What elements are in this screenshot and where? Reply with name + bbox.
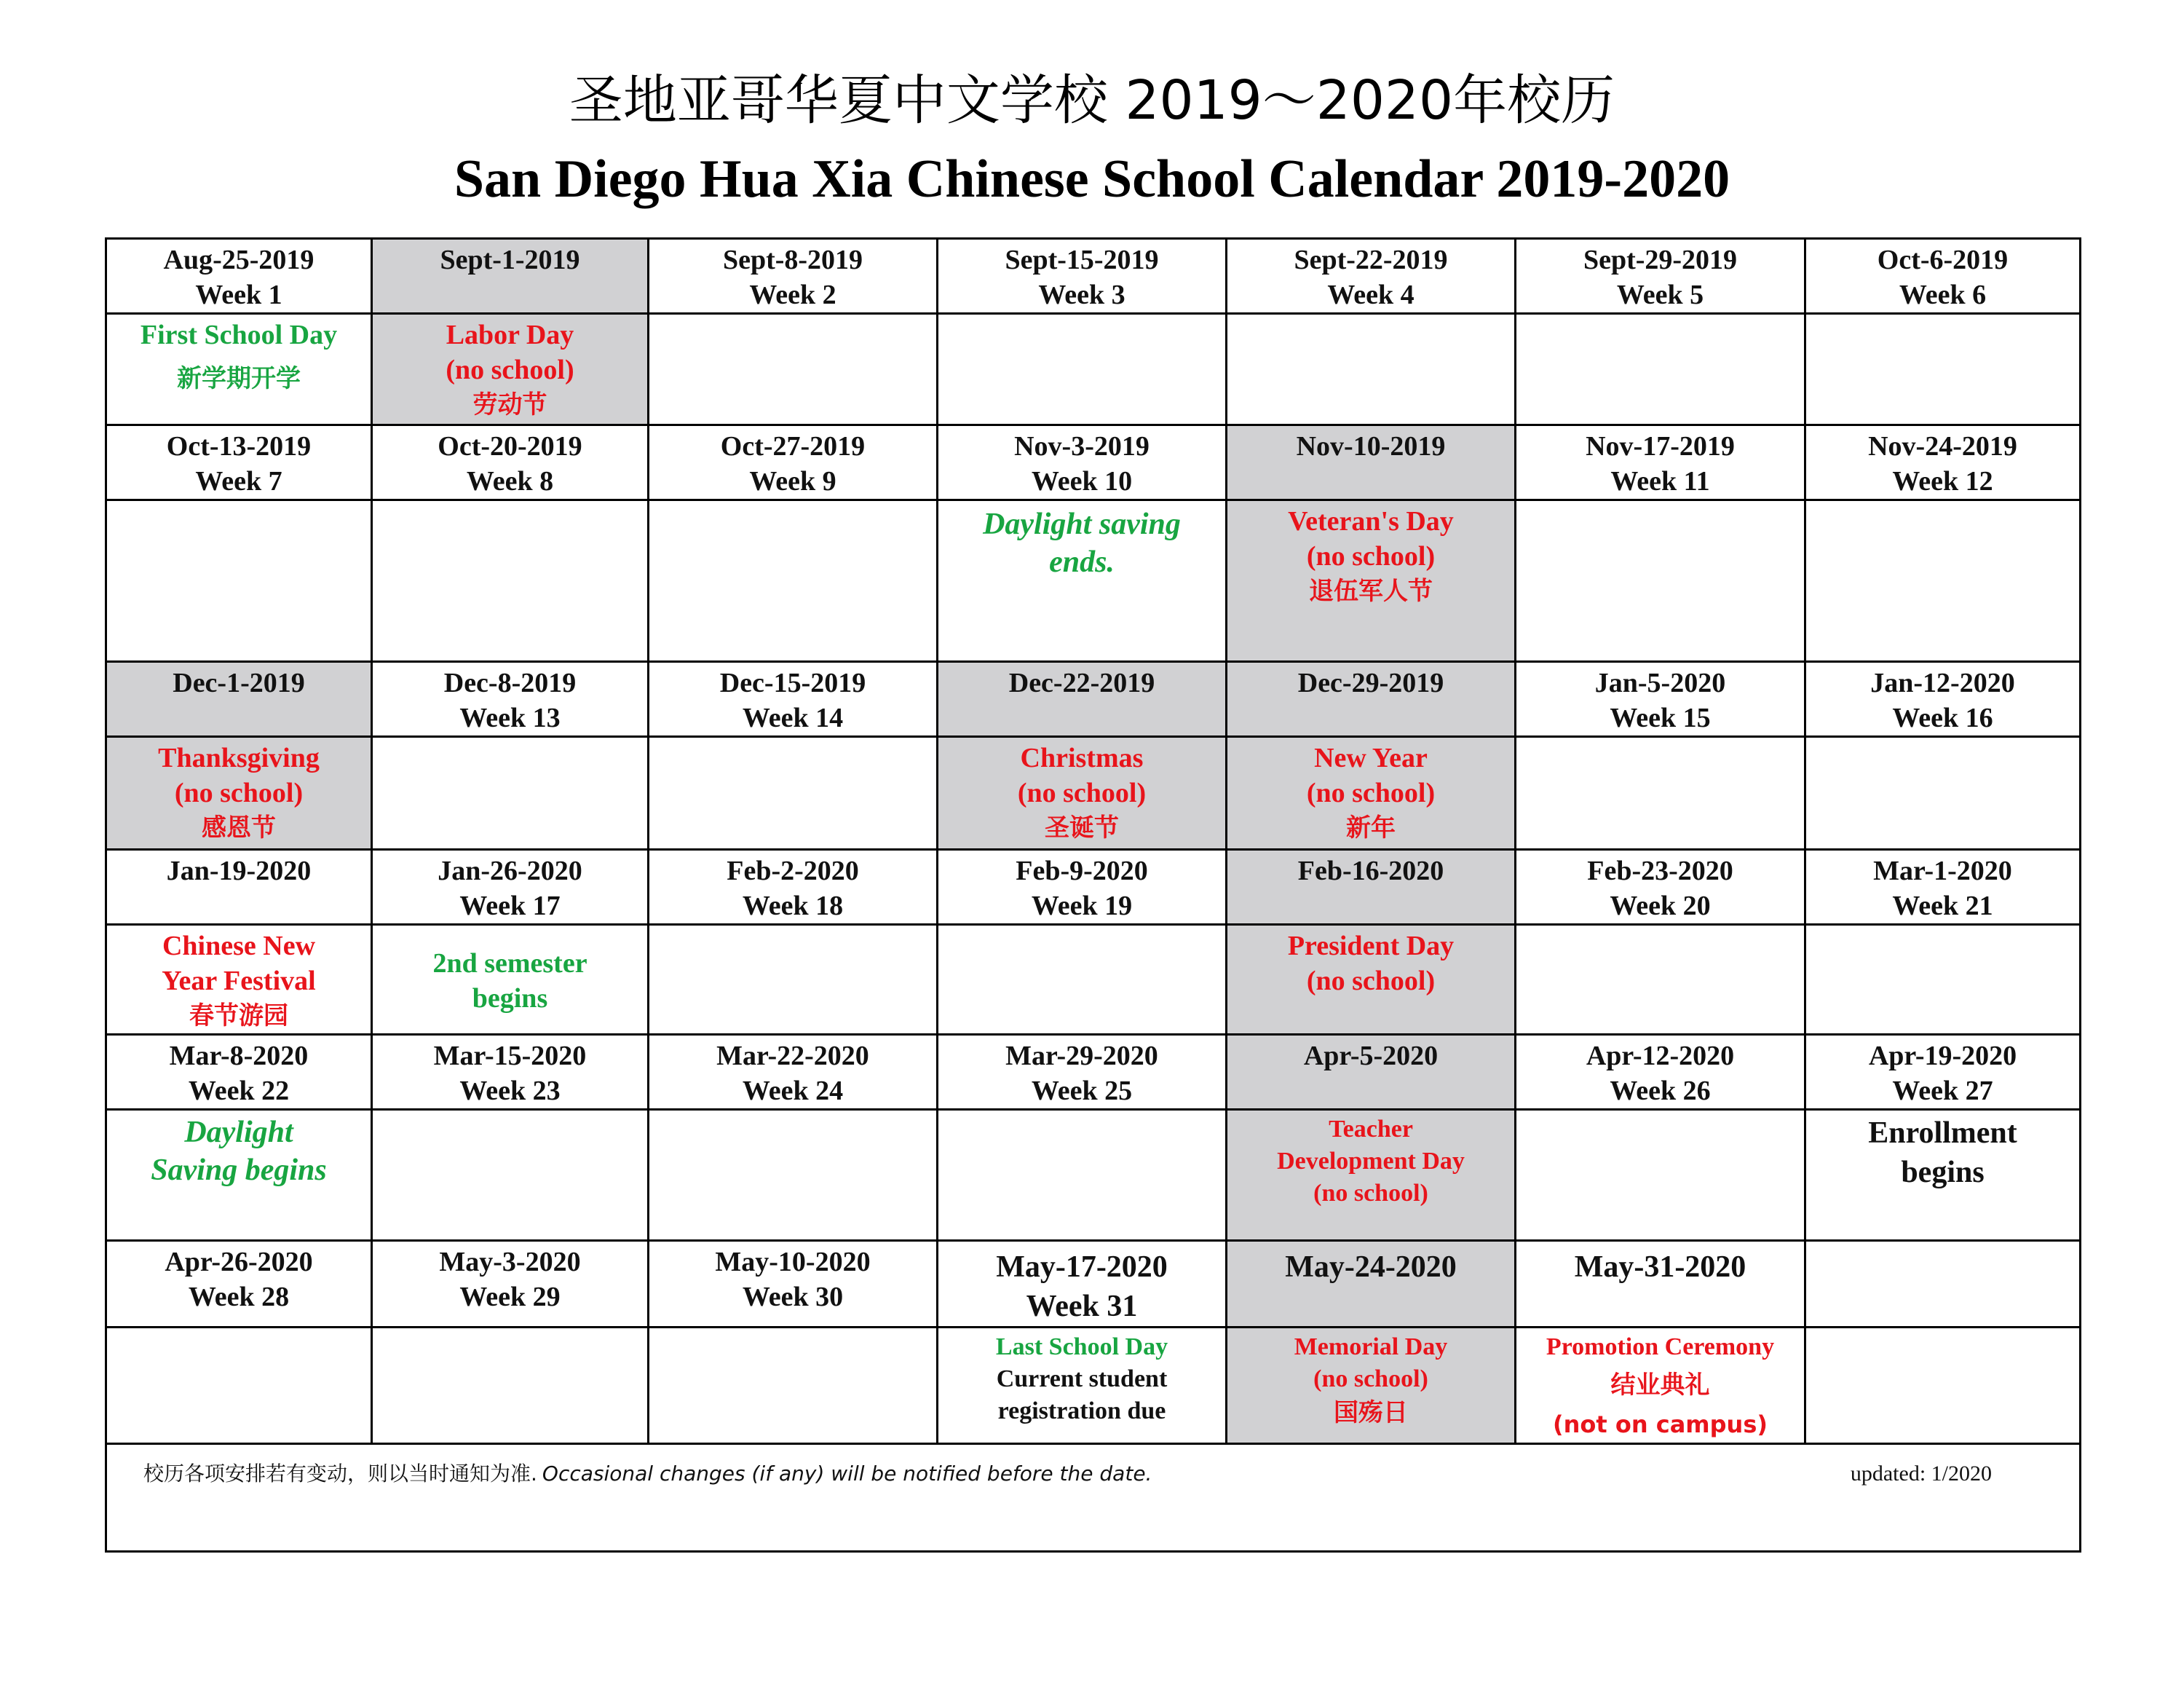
event-text: Development Day: [1277, 1148, 1465, 1175]
week-header-cell: [106, 850, 372, 925]
event-cell: [1227, 737, 1516, 850]
week-header-cell: [649, 850, 938, 925]
week-header-cell: [938, 425, 1227, 500]
week-date: Sept-1-2019: [440, 245, 580, 275]
event-cell: [106, 1328, 372, 1444]
calendar-table: [105, 237, 2081, 1553]
event-text: Teacher: [1329, 1116, 1413, 1143]
week-header-cell: [106, 1241, 372, 1328]
week-header-cell: [938, 239, 1227, 314]
event-row: [106, 737, 2081, 850]
event-text: 新学期开学: [177, 364, 301, 393]
week-date: Jan-5-2020: [1594, 668, 1726, 698]
event-cell: [372, 925, 649, 1035]
week-date: Nov-24-2019: [1868, 431, 2017, 462]
event-cell: [106, 314, 372, 425]
week-number: Week 31: [1026, 1290, 1138, 1323]
event-cell: [1805, 925, 2081, 1035]
week-date: Nov-10-2019: [1296, 431, 1446, 462]
week-date: Dec-8-2019: [443, 668, 577, 698]
week-date: Feb-16-2020: [1297, 856, 1444, 886]
week-number: Week 8: [466, 466, 554, 497]
week-header-row: [106, 1241, 2081, 1328]
week-date: May-10-2020: [715, 1247, 871, 1277]
event-cell: [938, 500, 1227, 662]
event-cell: [938, 314, 1227, 425]
event-text: registration due: [997, 1397, 1166, 1424]
week-header-cell: [372, 662, 649, 737]
week-number: Week 22: [188, 1076, 290, 1106]
week-header-cell: [649, 1035, 938, 1110]
event-text: 退伍军人节: [1309, 577, 1433, 606]
week-number: Week 28: [188, 1282, 290, 1312]
week-date: Jan-12-2020: [1870, 668, 2015, 698]
event-text: Enrollment: [1868, 1116, 2017, 1150]
week-header-cell: [649, 1241, 938, 1328]
week-number: Week 18: [742, 891, 844, 921]
event-text: (no school): [1306, 966, 1436, 996]
event-text: First School Day: [140, 320, 338, 350]
week-number: Week 16: [1892, 703, 1993, 733]
week-date: Mar-15-2020: [433, 1041, 587, 1071]
event-text: Daylight saving: [983, 508, 1181, 541]
event-cell: [106, 925, 372, 1035]
week-date: Sept-29-2019: [1583, 245, 1738, 275]
event-row: [106, 925, 2081, 1035]
week-header-cell: [938, 850, 1227, 925]
week-header-row: [106, 662, 2081, 737]
event-cell: [1805, 500, 2081, 662]
week-header-cell: [1516, 850, 1805, 925]
week-date: Apr-19-2020: [1868, 1041, 2017, 1071]
week-number: Week 29: [459, 1282, 561, 1312]
event-cell: [938, 925, 1227, 1035]
event-row: [106, 500, 2081, 662]
week-date: Aug-25-2019: [163, 245, 314, 275]
week-date: Sept-8-2019: [722, 245, 863, 275]
event-text: New Year: [1314, 743, 1428, 773]
event-text: (no school): [174, 778, 304, 808]
event-cell: [1516, 1110, 1805, 1241]
week-header-row: [106, 425, 2081, 500]
week-header-cell: [106, 1035, 372, 1110]
event-cell: [649, 314, 938, 425]
footer-note-english: Occasional changes (if any) will be notified before the date.: [542, 1462, 1152, 1486]
event-cell: [1805, 737, 2081, 850]
week-number: Week 21: [1892, 891, 1993, 921]
week-number: Week 1: [195, 280, 282, 310]
week-header-cell: [1227, 425, 1516, 500]
event-cell: [372, 1328, 649, 1444]
week-header-cell: [1227, 239, 1516, 314]
event-row: [106, 314, 2081, 425]
event-text: (no school): [1017, 778, 1147, 808]
event-cell: [1516, 1328, 1805, 1444]
week-number: Week 9: [749, 466, 836, 497]
week-header-cell: [1516, 425, 1805, 500]
event-cell: [372, 737, 649, 850]
event-text: Christmas: [1020, 743, 1144, 773]
event-text: begins: [1901, 1156, 1985, 1189]
week-header-cell: [1516, 1241, 1805, 1328]
event-text: (no school): [1313, 1180, 1428, 1207]
week-date: Oct-27-2019: [720, 431, 866, 462]
week-date: May-3-2020: [439, 1247, 581, 1277]
week-header-cell: [372, 850, 649, 925]
week-date: Mar-8-2020: [169, 1041, 309, 1071]
week-date: Nov-3-2019: [1014, 431, 1150, 462]
event-text: 结业典礼: [1610, 1370, 1710, 1400]
event-text: Labor Day: [446, 320, 574, 350]
event-text: begins: [472, 983, 548, 1014]
event-cell: [106, 737, 372, 850]
event-text: 感恩节: [202, 813, 276, 843]
week-number: Week 3: [1038, 280, 1125, 310]
week-number: Week 27: [1892, 1076, 1993, 1106]
week-date: Nov-17-2019: [1586, 431, 1735, 462]
event-cell: [1516, 314, 1805, 425]
week-header-cell: [649, 662, 938, 737]
week-number: Week 23: [459, 1076, 561, 1106]
event-cell: [1227, 1110, 1516, 1241]
week-header-cell: [1805, 662, 2081, 737]
title-chinese: 圣地亚哥华夏中文学校 2019～2020年校历: [569, 69, 1615, 132]
event-text: President Day: [1287, 931, 1455, 961]
week-header-cell: [1516, 662, 1805, 737]
event-text: Thanksgiving: [158, 743, 320, 773]
week-header-cell: [649, 425, 938, 500]
event-text: Current student: [996, 1365, 1168, 1392]
week-number: Week 6: [1899, 280, 1987, 310]
event-text: Veteran's Day: [1288, 506, 1454, 537]
event-cell: [372, 1110, 649, 1241]
week-number: Week 26: [1610, 1076, 1711, 1106]
event-cell: [1227, 500, 1516, 662]
event-cell: [1516, 925, 1805, 1035]
week-date: Mar-29-2020: [1005, 1041, 1158, 1071]
week-date: Mar-22-2020: [716, 1041, 869, 1071]
event-text: Chinese New: [162, 931, 316, 961]
week-number: Week 11: [1610, 466, 1710, 497]
event-text: 2nd semester: [432, 948, 587, 979]
event-text: ends.: [1049, 545, 1115, 579]
week-date: Sept-22-2019: [1294, 245, 1448, 275]
week-date: Sept-15-2019: [1005, 245, 1159, 275]
week-date: Apr-5-2020: [1303, 1041, 1439, 1071]
updated-date: updated: 1/2020: [1850, 1462, 1992, 1486]
week-number: Week 19: [1031, 891, 1133, 921]
event-cell: [1227, 1328, 1516, 1444]
event-cell: [649, 1328, 938, 1444]
week-header-cell: [938, 662, 1227, 737]
event-cell: [1805, 314, 2081, 425]
week-number: Week 5: [1616, 280, 1704, 310]
event-cell: [372, 500, 649, 662]
event-cell: [938, 737, 1227, 850]
week-header-cell: [372, 239, 649, 314]
event-cell: [1227, 314, 1516, 425]
event-cell: [649, 500, 938, 662]
event-text: (no school): [446, 355, 574, 385]
week-number: Week 20: [1610, 891, 1711, 921]
week-number: Week 13: [459, 703, 561, 733]
week-header-cell: [1805, 850, 2081, 925]
footer-note-cell: [106, 1444, 2081, 1552]
week-date: Dec-15-2019: [719, 668, 866, 698]
event-text: 国殇日: [1334, 1398, 1408, 1427]
week-date: Dec-29-2019: [1297, 668, 1444, 698]
event-text: Daylight: [184, 1116, 293, 1149]
week-header-cell: [1516, 239, 1805, 314]
event-row: [106, 1328, 2081, 1444]
event-text: Year Festival: [162, 966, 316, 996]
week-number: Week 7: [195, 466, 282, 497]
week-header-cell: [372, 1035, 649, 1110]
title-english: San Diego Hua Xia Chinese School Calendar 2019-2020: [454, 149, 1730, 209]
week-header-cell: [1227, 850, 1516, 925]
week-date: Feb-9-2020: [1016, 856, 1148, 886]
event-cell: [1516, 737, 1805, 850]
week-date: Jan-26-2020: [438, 856, 582, 886]
week-number: Week 2: [749, 280, 836, 310]
week-header-cell: [106, 662, 372, 737]
event-text: (no school): [1306, 541, 1436, 572]
week-header-cell: [1805, 1241, 2081, 1328]
event-cell: [1805, 1328, 2081, 1444]
week-header-cell: [938, 1035, 1227, 1110]
event-cell: [649, 737, 938, 850]
event-text: Memorial Day: [1294, 1333, 1448, 1360]
week-header-cell: [1805, 425, 2081, 500]
week-date: May-17-2020: [996, 1250, 1168, 1284]
week-date: Feb-23-2020: [1587, 856, 1733, 886]
week-date: Apr-12-2020: [1586, 1041, 1735, 1071]
week-header-cell: [1227, 1035, 1516, 1110]
week-header-row: [106, 239, 2081, 314]
event-text: 劳动节: [472, 390, 547, 419]
week-date: Jan-19-2020: [166, 856, 312, 886]
event-cell: [649, 925, 938, 1035]
week-header-cell: [1516, 1035, 1805, 1110]
week-header-row: [106, 1035, 2081, 1110]
week-number: Week 30: [742, 1282, 844, 1312]
week-number: Week 24: [742, 1076, 844, 1106]
week-date: Oct-6-2019: [1877, 245, 2009, 275]
event-cell: [1227, 925, 1516, 1035]
week-header-cell: [372, 1241, 649, 1328]
event-cell: [938, 1328, 1227, 1444]
week-number: Week 4: [1327, 280, 1415, 310]
week-header-cell: [106, 425, 372, 500]
event-cell: [106, 1110, 372, 1241]
week-header-cell: [1805, 1035, 2081, 1110]
week-header-cell: [938, 1241, 1227, 1328]
footer-note: [143, 1461, 1152, 1488]
event-cell: [938, 1110, 1227, 1241]
event-text: Promotion Ceremony: [1546, 1333, 1775, 1360]
event-text: Last School Day: [995, 1333, 1168, 1360]
event-text: (no school): [1306, 778, 1436, 808]
week-date: May-24-2020: [1285, 1250, 1457, 1284]
week-date: Oct-20-2019: [438, 431, 582, 462]
event-text: 圣诞节: [1045, 813, 1119, 843]
week-date: Oct-13-2019: [166, 431, 312, 462]
week-header-cell: [106, 239, 372, 314]
event-text: 新年: [1346, 813, 1396, 843]
week-header-cell: [1227, 1241, 1516, 1328]
week-header-cell: [372, 425, 649, 500]
week-date: May-31-2020: [1574, 1250, 1746, 1284]
week-number: Week 14: [742, 703, 844, 733]
week-date: Dec-1-2019: [173, 668, 305, 698]
week-number: Week 25: [1031, 1076, 1133, 1106]
week-date: Dec-22-2019: [1008, 668, 1155, 698]
week-header-row: [106, 850, 2081, 925]
week-date: Mar-1-2020: [1873, 856, 2012, 886]
week-header-cell: [1805, 239, 2081, 314]
week-number: Week 12: [1892, 466, 1993, 497]
footer-note-chinese: 校历各项安排若有变动，则以当时通知为准.: [143, 1462, 537, 1486]
event-cell: [106, 500, 372, 662]
event-cell: [1805, 1110, 2081, 1241]
week-date: Apr-26-2020: [165, 1247, 313, 1277]
week-date: Feb-2-2020: [727, 856, 859, 886]
week-number: Week 15: [1610, 703, 1711, 733]
week-header-cell: [649, 239, 938, 314]
event-text: (no school): [1313, 1365, 1428, 1392]
event-row: [106, 1110, 2081, 1241]
event-cell: [372, 314, 649, 425]
week-number: Week 17: [459, 891, 561, 921]
week-header-cell: [1227, 662, 1516, 737]
event-text: Saving begins: [151, 1153, 327, 1187]
event-cell: [1516, 500, 1805, 662]
event-text: 春节游园: [189, 1001, 288, 1030]
week-number: Week 10: [1031, 466, 1133, 497]
event-cell: [649, 1110, 938, 1241]
event-text: (not on campus): [1553, 1411, 1768, 1438]
